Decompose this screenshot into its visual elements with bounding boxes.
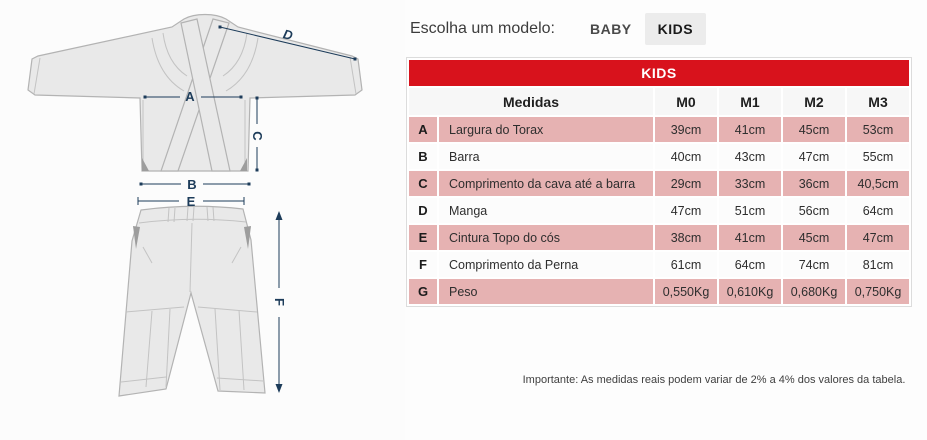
row-value: 74cm xyxy=(783,252,845,277)
header-medidas: Medidas xyxy=(409,88,653,115)
tab-kids[interactable]: KIDS xyxy=(645,13,706,45)
table-row xyxy=(409,117,909,142)
pants-outline xyxy=(119,206,265,396)
row-letter: B xyxy=(409,144,437,169)
row-value: 43cm xyxy=(719,144,781,169)
table-row xyxy=(409,198,909,223)
disclaimer-note: Importante: As medidas reais podem variar de 2% a 4% dos valores da tabela. xyxy=(522,374,906,386)
table-title-row xyxy=(409,60,909,86)
row-value: 81cm xyxy=(847,252,909,277)
row-value: 0,550Kg xyxy=(655,279,717,304)
measure-label-c: C xyxy=(250,131,265,141)
measure-label-e: E xyxy=(186,194,196,209)
row-value: 0,610Kg xyxy=(719,279,781,304)
row-letter: C xyxy=(409,171,437,196)
row-label: Manga xyxy=(439,198,653,223)
table-header-row xyxy=(409,88,909,115)
row-label: Barra xyxy=(439,144,653,169)
row-value: 47cm xyxy=(847,225,909,250)
gi-diagram xyxy=(0,0,405,440)
header-m1: M1 xyxy=(719,88,781,115)
measure-label-f: F xyxy=(272,298,287,306)
row-value: 64cm xyxy=(847,198,909,223)
measure-line-e xyxy=(138,194,244,209)
measure-line-c xyxy=(250,97,265,172)
row-value: 0,680Kg xyxy=(783,279,845,304)
model-selector-label: Escolha um modelo: xyxy=(410,20,555,37)
row-letter: E xyxy=(409,225,437,250)
row-value: 41cm xyxy=(719,225,781,250)
row-value: 53cm xyxy=(847,117,909,142)
jacket-outline xyxy=(28,15,362,172)
measure-label-d: D xyxy=(281,26,295,43)
row-value: 45cm xyxy=(783,117,845,142)
row-value: 47cm xyxy=(783,144,845,169)
row-label: Largura do Torax xyxy=(439,117,653,142)
row-label: Comprimento da cava até a barra xyxy=(439,171,653,196)
row-value: 61cm xyxy=(655,252,717,277)
row-value: 33cm xyxy=(719,171,781,196)
row-letter: G xyxy=(409,279,437,304)
row-label: Peso xyxy=(439,279,653,304)
measure-label-a: A xyxy=(185,89,195,104)
measure-label-b: B xyxy=(187,177,197,192)
table-row xyxy=(409,225,909,250)
table-row xyxy=(409,144,909,169)
size-table xyxy=(406,57,912,307)
model-selector xyxy=(410,12,706,46)
table-row xyxy=(409,171,909,196)
row-value: 40,5cm xyxy=(847,171,909,196)
row-value: 47cm xyxy=(655,198,717,223)
row-letter: F xyxy=(409,252,437,277)
row-value: 39cm xyxy=(655,117,717,142)
measure-line-f xyxy=(272,211,287,393)
row-value: 0,750Kg xyxy=(847,279,909,304)
table-row xyxy=(409,252,909,277)
tab-baby[interactable]: BABY xyxy=(589,21,632,37)
size-panel xyxy=(406,0,916,440)
row-letter: D xyxy=(409,198,437,223)
table-title: KIDS xyxy=(409,60,909,86)
row-label: Comprimento da Perna xyxy=(439,252,653,277)
row-label: Cintura Topo do cós xyxy=(439,225,653,250)
row-value: 64cm xyxy=(719,252,781,277)
row-value: 55cm xyxy=(847,144,909,169)
row-value: 29cm xyxy=(655,171,717,196)
row-value: 45cm xyxy=(783,225,845,250)
header-m0: M0 xyxy=(655,88,717,115)
row-value: 38cm xyxy=(655,225,717,250)
row-value: 41cm xyxy=(719,117,781,142)
header-m2: M2 xyxy=(783,88,845,115)
row-value: 40cm xyxy=(655,144,717,169)
row-value: 51cm xyxy=(719,198,781,223)
gi-diagram-svg xyxy=(0,0,405,440)
measure-line-b xyxy=(140,177,251,192)
table-row xyxy=(409,279,909,304)
row-value: 36cm xyxy=(783,171,845,196)
header-m3: M3 xyxy=(847,88,909,115)
row-value: 56cm xyxy=(783,198,845,223)
row-letter: A xyxy=(409,117,437,142)
